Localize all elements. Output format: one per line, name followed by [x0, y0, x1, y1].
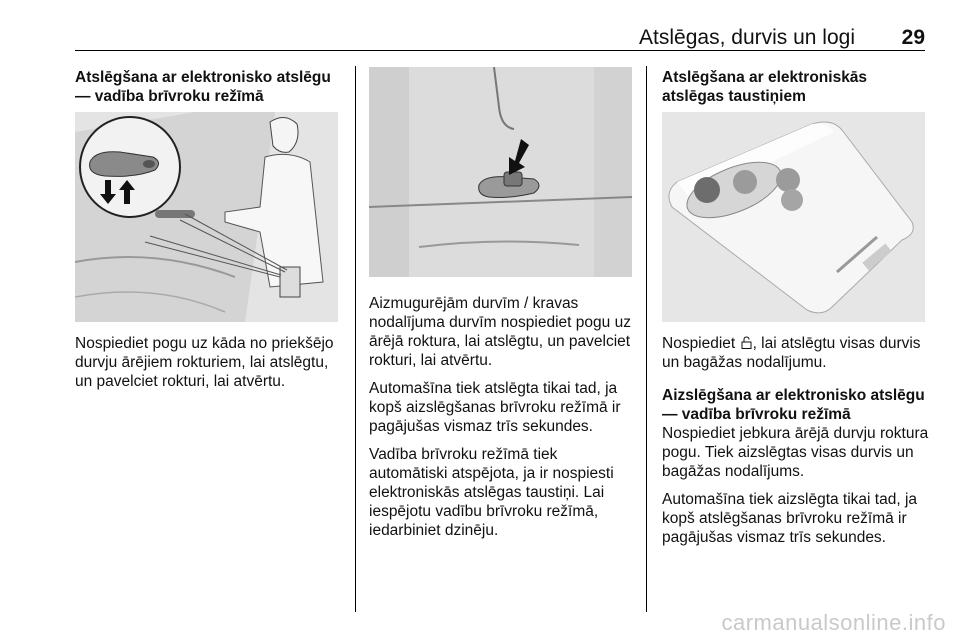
left-paragraph-1: Nospiediet pogu uz kāda no priekšējo durvju ārējiem rokturiem, lai atslēgtu, un pavelciet rokturi, lai atvērtu. — [75, 335, 334, 390]
right-paragraph-1-before: Nospiediet — [662, 335, 736, 352]
right-paragraph-3: Automašīna tiek aizslēgta tikai tad, ja kopš atslēgšanas brīvroku režīmā ir pagājušas vismaz trīs sekundes. — [662, 491, 918, 546]
electronic-key-card-illustration — [662, 112, 925, 322]
unlock-icon — [741, 336, 752, 349]
rear-door-handle-illustration — [369, 67, 632, 277]
right-column-text — [662, 334, 930, 556]
middle-paragraph-3: Vadība brīvroku režīmā tiek automātiski atspējota, ja ir nospiesti elektroniskās atslēgas taustiņi. Lai iespējotu vadību brīvroku režīmā, iedarbiniet dzinēju. — [369, 446, 614, 539]
right-heading-2: Aizslēgšana ar elektronisko atslēgu — vadība brīvroku režīmā — [662, 387, 925, 423]
footer-watermark: carmanualsonline.info — [721, 610, 946, 635]
right-paragraph-2: Nospiediet jebkura ārējā durvju roktura pogu. Tiek aizslēgtas visas durvis un bagāžas nodalījums. — [662, 425, 929, 480]
left-column — [75, 68, 343, 106]
middle-paragraph-2: Automašīna tiek atslēgta tikai tad, ja kopš aizslēgšanas brīvroku režīmā ir pagājušas vismaz trīs sekundes. — [369, 380, 621, 435]
handle-arrows-person-illustration — [75, 112, 338, 322]
page-header — [75, 0, 925, 52]
page-number: 29 — [901, 26, 925, 49]
right-heading: Atslēgšana ar elektroniskās atslēgas taustiņiem — [662, 69, 868, 105]
middle-column-text — [369, 294, 637, 549]
column-divider-left — [355, 66, 356, 612]
right-paragraph-1 — [662, 334, 930, 372]
column-divider-right — [646, 66, 647, 612]
middle-paragraph-1: Aizmugurējām durvīm / kravas nodalījuma durvīm nospiediet pogu uz ārējā roktura, lai atslēgtu, un pavelciet rokturi, lai atvērtu. — [369, 295, 631, 369]
header-rule — [75, 50, 925, 51]
right-column — [662, 68, 930, 106]
right-paragraph-1-after: , lai atslēgtu visas durvis un bagāžas nodalījumu. — [662, 335, 921, 371]
section-title: Atslēgas, durvis un logi — [639, 26, 855, 49]
left-heading: Atslēgšana ar elektronisko atslēgu — vadība brīvroku režīmā — [75, 69, 331, 105]
left-column-text — [75, 334, 343, 400]
